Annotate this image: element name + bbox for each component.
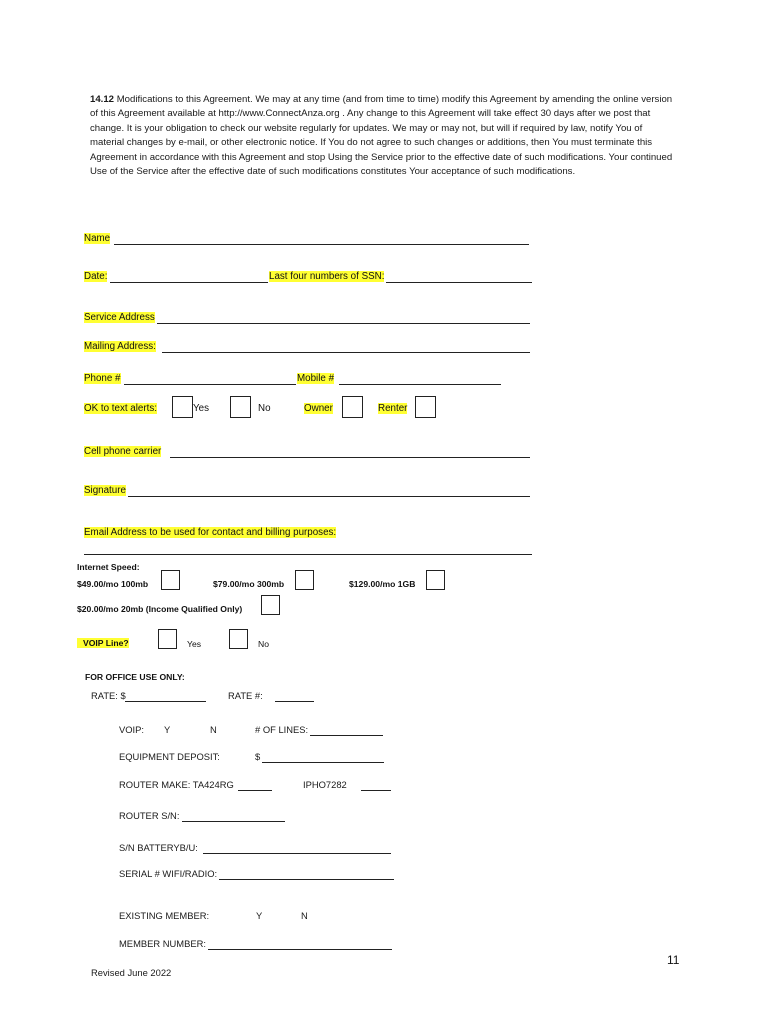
text-no-checkbox[interactable] [230,396,251,418]
serial-wifi-field[interactable] [219,879,394,880]
signature-field[interactable] [128,496,530,497]
option-1gb-label: $129.00/mo 1GB [349,579,416,589]
option-100mb-checkbox[interactable] [161,570,180,590]
battery-sn-label: S/N BATTERYB/U: [119,842,198,853]
name-label: Name [84,233,111,244]
voip-office-label: VOIP: [119,724,145,735]
mailing-address-label: Mailing Address: [84,341,156,352]
revised-date: Revised June 2022 [91,967,172,978]
ipho-field[interactable] [361,790,391,791]
page-number: 11 [667,953,680,967]
mobile-label: Mobile # [297,373,335,384]
renter-checkbox[interactable] [415,396,436,418]
internet-speed-heading: Internet Speed: [77,562,140,572]
rate-label: RATE: $ [91,690,126,701]
carrier-field[interactable] [170,457,530,458]
date-label: Date: [84,271,108,282]
section-text: Modifications to this Agreement. We may at any time (and from time to time) modify this Agreement by amending the online version of this Agreement available at http://www.ConnectAnza.org . Any change to this Agreement will take effect 30 days after we post that change. It is your obligation to check our website regularly for updates. We may or may not, but will if required by law, notify You of material changes by e-mail, or other electronic notice. If You do not agree to such changes or additions, then You must terminate this Agreement in accordance with this Agreement and stop Using the Service prior to the effective date of such modifications. Your continued Use of the Service after the effective date of such modifications constitutes Your acceptance of such modifications. [90,94,673,178]
existing-member-label: EXISTING MEMBER: [119,910,210,921]
phone-field[interactable] [124,384,296,385]
router-make-field[interactable] [238,790,272,791]
option-300mb-label: $79.00/mo 300mb [213,579,285,589]
router-sn-field[interactable] [182,821,285,822]
serial-wifi-label: SERIAL # WIFI/RADIO: [119,868,218,879]
text-yes-checkbox[interactable] [172,396,193,418]
voip-yes-checkbox[interactable] [158,629,177,649]
deposit-dollar: $ [255,751,261,762]
carrier-label: Cell phone carrier [84,446,162,457]
deposit-field[interactable] [262,762,384,763]
lines-label: # OF LINES: [255,724,309,735]
text-no-label: No [258,403,271,414]
mailing-address-field[interactable] [162,352,530,353]
option-100mb-label: $49.00/mo 100mb [77,579,149,589]
voip-yes-label: Yes [187,639,202,649]
rate-number-field[interactable] [275,701,314,702]
signature-label: Signature [84,485,126,496]
option-300mb-checkbox[interactable] [295,570,314,590]
existing-n-option[interactable]: N [301,910,308,921]
battery-sn-field[interactable] [203,853,391,854]
email-field[interactable] [84,554,532,555]
service-address-field[interactable] [157,323,530,324]
ok-text-label: OK to text alerts: [84,403,157,414]
section-number: 14.12 [90,94,115,105]
office-use-heading: FOR OFFICE USE ONLY: [85,672,185,682]
service-address-label: Service Address [84,312,155,323]
voip-line-label: VOIP Line? [77,638,129,648]
existing-y-option[interactable]: Y [256,910,263,921]
voip-y-option[interactable]: Y [164,724,171,735]
lines-field[interactable] [310,735,383,736]
router-sn-label: ROUTER S/N: [119,810,180,821]
option-20mb-label: $20.00/mo 20mb (Income Qualified Only) [77,604,243,614]
owner-checkbox[interactable] [342,396,363,418]
phone-label: Phone # [84,373,121,384]
email-label: Email Address to be used for contact and billing purposes: [84,527,337,538]
mobile-field[interactable] [339,384,501,385]
member-number-field[interactable] [208,949,392,950]
owner-label: Owner [304,403,333,414]
text-yes-label: Yes [193,403,209,414]
ipho-label: IPHO7282 [303,779,347,790]
ssn-label: Last four numbers of SSN: [269,271,385,282]
date-field[interactable] [110,282,268,283]
voip-n-option[interactable]: N [210,724,217,735]
voip-no-label: No [258,639,269,649]
deposit-label: EQUIPMENT DEPOSIT: [119,751,220,762]
option-1gb-checkbox[interactable] [426,570,445,590]
rate-number-label: RATE #: [228,690,263,701]
name-field[interactable] [114,244,529,245]
router-make-label: ROUTER MAKE: TA424RG [119,779,234,790]
member-number-label: MEMBER NUMBER: [119,938,206,949]
voip-no-checkbox[interactable] [229,629,248,649]
option-20mb-checkbox[interactable] [261,595,280,615]
rate-field[interactable] [125,701,206,702]
ssn-field[interactable] [386,282,532,283]
section-14-12 [90,93,675,179]
renter-label: Renter [378,403,408,414]
